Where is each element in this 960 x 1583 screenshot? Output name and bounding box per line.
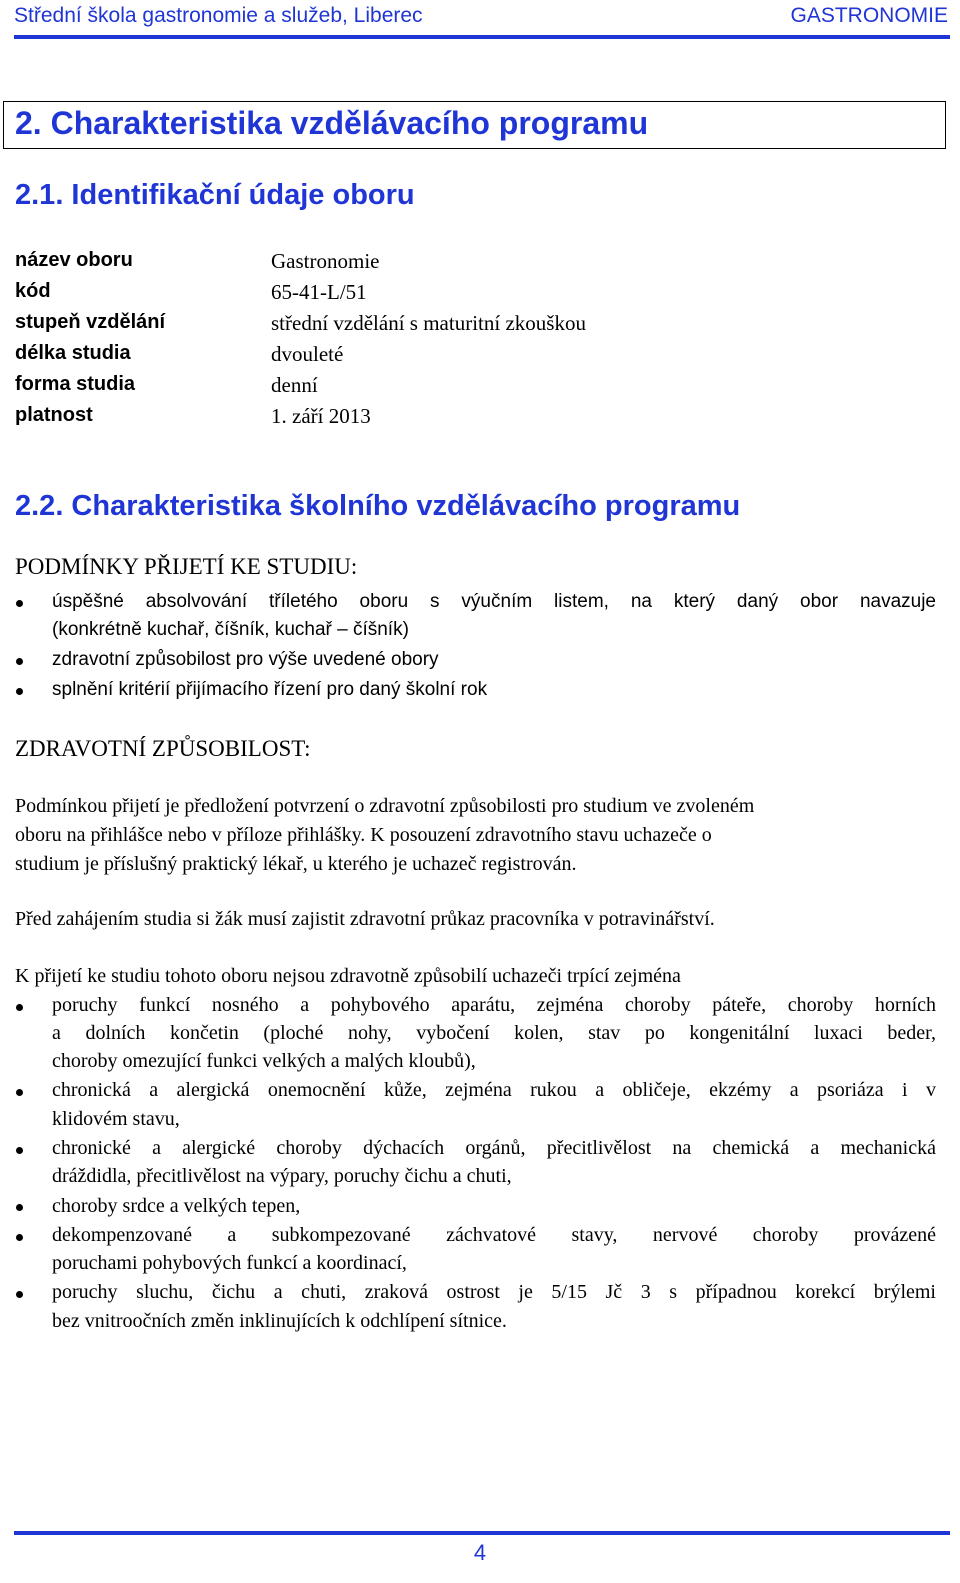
id-label: forma studia (15, 373, 136, 395)
header-field: GASTRONOMIE (790, 4, 948, 27)
health-heading: ZDRAVOTNÍ ZPŮSOBILOST: (15, 736, 311, 761)
id-label: platnost (15, 404, 93, 426)
id-label: název oboru (15, 249, 133, 271)
unfit-intro: K přijetí ke studiu tohoto oboru nejsou zdravotně způsobilí uchazeči trpící zejména (15, 965, 681, 987)
id-value: Gastronomie (271, 249, 380, 273)
unfit-item-cont: a dolních končetin (ploché nohy, vybočení kolen, stav po kongenitální luxaci beder, (52, 1022, 936, 1044)
bullet-icon (16, 1234, 23, 1241)
unfit-item: poruchy sluchu, čichu a chuti, zraková ostrost je 5/15 Jč 3 s případnou korekcí brýlemi (52, 1281, 936, 1303)
admission-item: zdravotní způsobilost pro výše uvedené obory (52, 649, 439, 670)
unfit-item-cont: klidovém stavu, (52, 1108, 180, 1130)
unfit-item: chronická a alergická onemocnění kůže, zejména rukou a obličeje, ekzémy a psoriáza i v (52, 1079, 936, 1101)
id-value: střední vzdělání s maturitní zkouškou (271, 311, 586, 335)
id-label: kód (15, 280, 51, 302)
id-label: délka studia (15, 342, 131, 364)
page-header (14, 4, 948, 28)
bullet-icon (16, 658, 23, 665)
health-para-line: Podmínkou přijetí je předložení potvrzení o zdravotní způsobilosti pro studium ve zvoleném (15, 795, 755, 817)
header-school: Střední škola gastronomie a služeb, Liberec (14, 4, 423, 27)
id-value: dvouleté (271, 342, 344, 366)
page-number: 4 (473, 1540, 487, 1565)
admission-item: splnění kritérií přijímacího řízení pro daný školní rok (52, 679, 488, 700)
bullet-icon (16, 1004, 23, 1011)
bullet-icon (16, 1147, 23, 1154)
unfit-item-cont: poruchami pohybových funkcí a koordinací, (52, 1252, 407, 1274)
unfit-item-cont: bez vnitroočních změn inklinujících k odchlípení sítnice. (52, 1310, 507, 1332)
unfit-item: chronické a alergické choroby dýchacích orgánů, přecitlivělost na chemická a mechanická (52, 1137, 936, 1159)
unfit-item-cont: choroby omezující funkci velkých a malých kloubů), (52, 1050, 476, 1072)
bullet-icon (16, 600, 23, 607)
section-1-title: 2.1. Identifikační údaje oboru (15, 179, 415, 211)
id-value: 65-41-L/51 (271, 280, 367, 304)
bullet-icon (16, 1089, 23, 1096)
health-para-line: studium je příslušný praktický lékař, u kterého je uchazeč registrován. (15, 853, 577, 875)
health-para-line: oboru na přihlášce nebo v příloze přihlášky. K posouzení zdravotního stavu uchazeče o (15, 824, 712, 846)
header-rule (14, 35, 950, 39)
bullet-icon (16, 688, 23, 695)
id-value: 1. září 2013 (271, 404, 371, 428)
unfit-item: dekompenzované a subkompezované záchvatové stavy, nervové choroby provázené (52, 1224, 936, 1246)
unfit-item-cont: dráždidla, přecitlivělost na výpary, poruchy čichu a chuti, (52, 1165, 512, 1187)
unfit-item: poruchy funkcí nosného a pohybového aparátu, zejména choroby páteře, choroby horních (52, 994, 936, 1016)
footer-rule (14, 1531, 950, 1535)
bullet-icon (16, 1204, 23, 1211)
id-value: denní (271, 373, 318, 397)
unfit-item: choroby srdce a velkých tepen, (52, 1195, 301, 1217)
id-label: stupeň vzdělání (15, 311, 166, 333)
section-2-title: 2.2. Charakteristika školního vzdělávacího programu (15, 490, 741, 522)
chapter-title: 2. Charakteristika vzdělávacího programu (15, 105, 649, 141)
health-card-para: Před zahájením studia si žák musí zajistit zdravotní průkaz pracovníka v potravinářství. (15, 908, 715, 930)
admission-heading: PODMÍNKY PŘIJETÍ KE STUDIU: (15, 554, 358, 579)
admission-item-cont: (konkrétně kuchař, číšník, kuchař – číšník) (52, 619, 409, 640)
admission-item: úspěšné absolvování tříletého oboru s výučním listem, na který daný obor navazuje (52, 591, 936, 612)
bullet-icon (16, 1291, 23, 1298)
